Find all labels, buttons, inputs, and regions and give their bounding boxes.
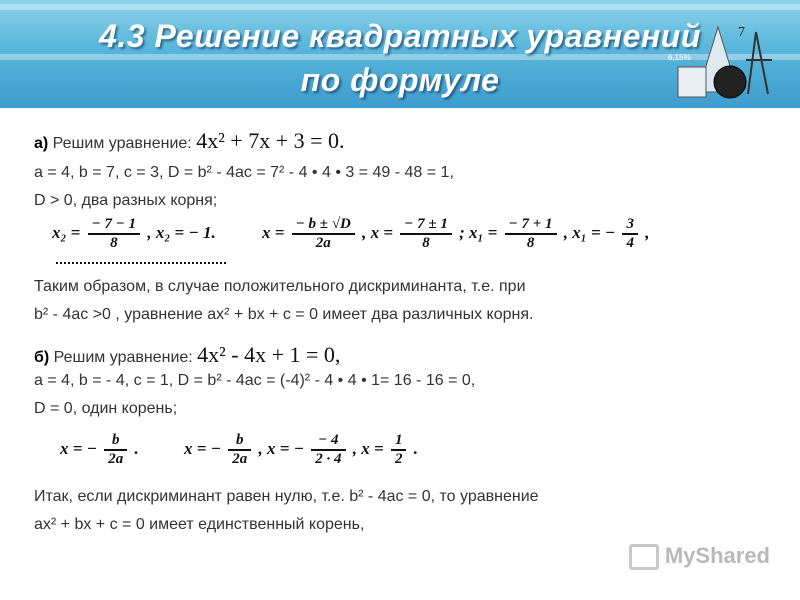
part-a-intro: [34, 128, 345, 154]
n-fraction: [311, 432, 345, 468]
b-fraction: [104, 432, 127, 468]
dot: .: [134, 438, 139, 458]
part-b-line1: a = 4, b = - 4, c = 1, D = b² - 4ac = (-4)² - 4 • 4 • 1= 16 - 16 = 0,: [34, 372, 476, 389]
header-stripe: [0, 4, 800, 10]
x1-denominator: 8: [526, 235, 535, 251]
formula-b-end: .: [413, 438, 418, 458]
x2-result: , x₂ = − 1.: [147, 222, 216, 242]
formula-end: ,: [645, 222, 650, 242]
b2-denominator: 2a: [232, 451, 248, 467]
x-label: x =: [262, 222, 285, 242]
x-denominator: 8: [422, 235, 430, 251]
formula-b-first: [60, 432, 139, 468]
part-b-conclusion2: ax² + bx + c = 0 имеет единственный корень,: [34, 516, 365, 533]
b-numerator: b: [104, 432, 127, 451]
header-banner: [0, 0, 800, 108]
sep-b1: , x = −: [258, 438, 304, 458]
r-fraction: [391, 432, 407, 468]
watermark: [629, 543, 770, 570]
part-a-line1: a = 4, b = 7, c = 3, D = b² - 4ac = 7² - 4 • 4 • 3 = 49 - 48 = 1,: [34, 164, 454, 181]
part-a-conclusion1: Таким образом, в случае положительного дискриминанта, т.е. при: [34, 278, 526, 295]
x1-result-denominator: 4: [626, 235, 634, 251]
x2-label: x₂ =: [52, 222, 81, 242]
x1-result-fraction: [622, 216, 638, 252]
part-b-line2: D = 0, один корень;: [34, 400, 178, 417]
dotted-underline: [56, 262, 226, 264]
x1-numerator: − 7 + 1: [505, 216, 557, 235]
general-numerator: − b ± √D: [292, 216, 355, 235]
n-numerator: − 4: [311, 432, 345, 451]
formula-b-second: [184, 432, 418, 468]
presentation-icon: [629, 544, 659, 570]
x-label-b2: x = −: [184, 438, 221, 458]
r-numerator: 1: [391, 432, 407, 451]
part-b-intro-text: Решим уравнение:: [49, 349, 198, 366]
general-fraction: [292, 216, 355, 252]
geometry-shapes-icon: [668, 12, 778, 102]
formula-a-x2: [52, 216, 216, 252]
general-denominator: 2a: [315, 235, 331, 251]
decor-percent: 6,15%: [668, 53, 691, 62]
x-label-b1: x = −: [60, 438, 97, 458]
part-b-equation: 4x² - 4x + 1 = 0,: [197, 342, 341, 367]
b2-fraction: [228, 432, 251, 468]
part-a-equation: 4x² + 7x + 3 = 0.: [196, 128, 345, 153]
part-a-conclusion2: b² - 4ac >0 , уравнение ax² + bx + c = 0 имеет два различных корня.: [34, 306, 534, 323]
x1-result-numerator: 3: [622, 216, 638, 235]
r-denominator: 2: [394, 451, 403, 467]
part-a-intro-text: Решим уравнение:: [48, 135, 197, 152]
slide-title-line1: 4.3 Решение квадратных уравнений: [99, 18, 701, 54]
b2-numerator: b: [228, 432, 251, 451]
x2-fraction: [88, 216, 140, 252]
sep-b2: , x =: [352, 438, 384, 458]
decor-number: 7: [738, 25, 745, 40]
x2-denominator: 8: [110, 235, 118, 251]
x2-numerator: − 7 − 1: [88, 216, 140, 235]
sep2: ; x₁ =: [459, 222, 498, 242]
x1-fraction: [505, 216, 557, 252]
b-denominator: 2a: [108, 451, 124, 467]
part-a-line2: D > 0, два разных корня;: [34, 192, 218, 209]
part-b-conclusion1: Итак, если дискриминант равен нулю, т.е. b² - 4ac = 0, то уравнение: [34, 488, 539, 505]
part-a-label: а): [34, 135, 49, 152]
watermark-text: MyShared: [664, 542, 770, 568]
formula-a-general: [262, 216, 649, 252]
slide-title-line2: по формуле: [300, 62, 500, 98]
part-b-intro: [34, 342, 340, 368]
part-b-label: б): [34, 349, 50, 366]
x-fraction: [400, 216, 452, 252]
x-numerator: − 7 ± 1: [400, 216, 452, 235]
sep3: , x₁ = −: [563, 222, 616, 242]
sep1: , x =: [362, 222, 394, 242]
n-denominator: 2 · 4: [315, 451, 342, 467]
